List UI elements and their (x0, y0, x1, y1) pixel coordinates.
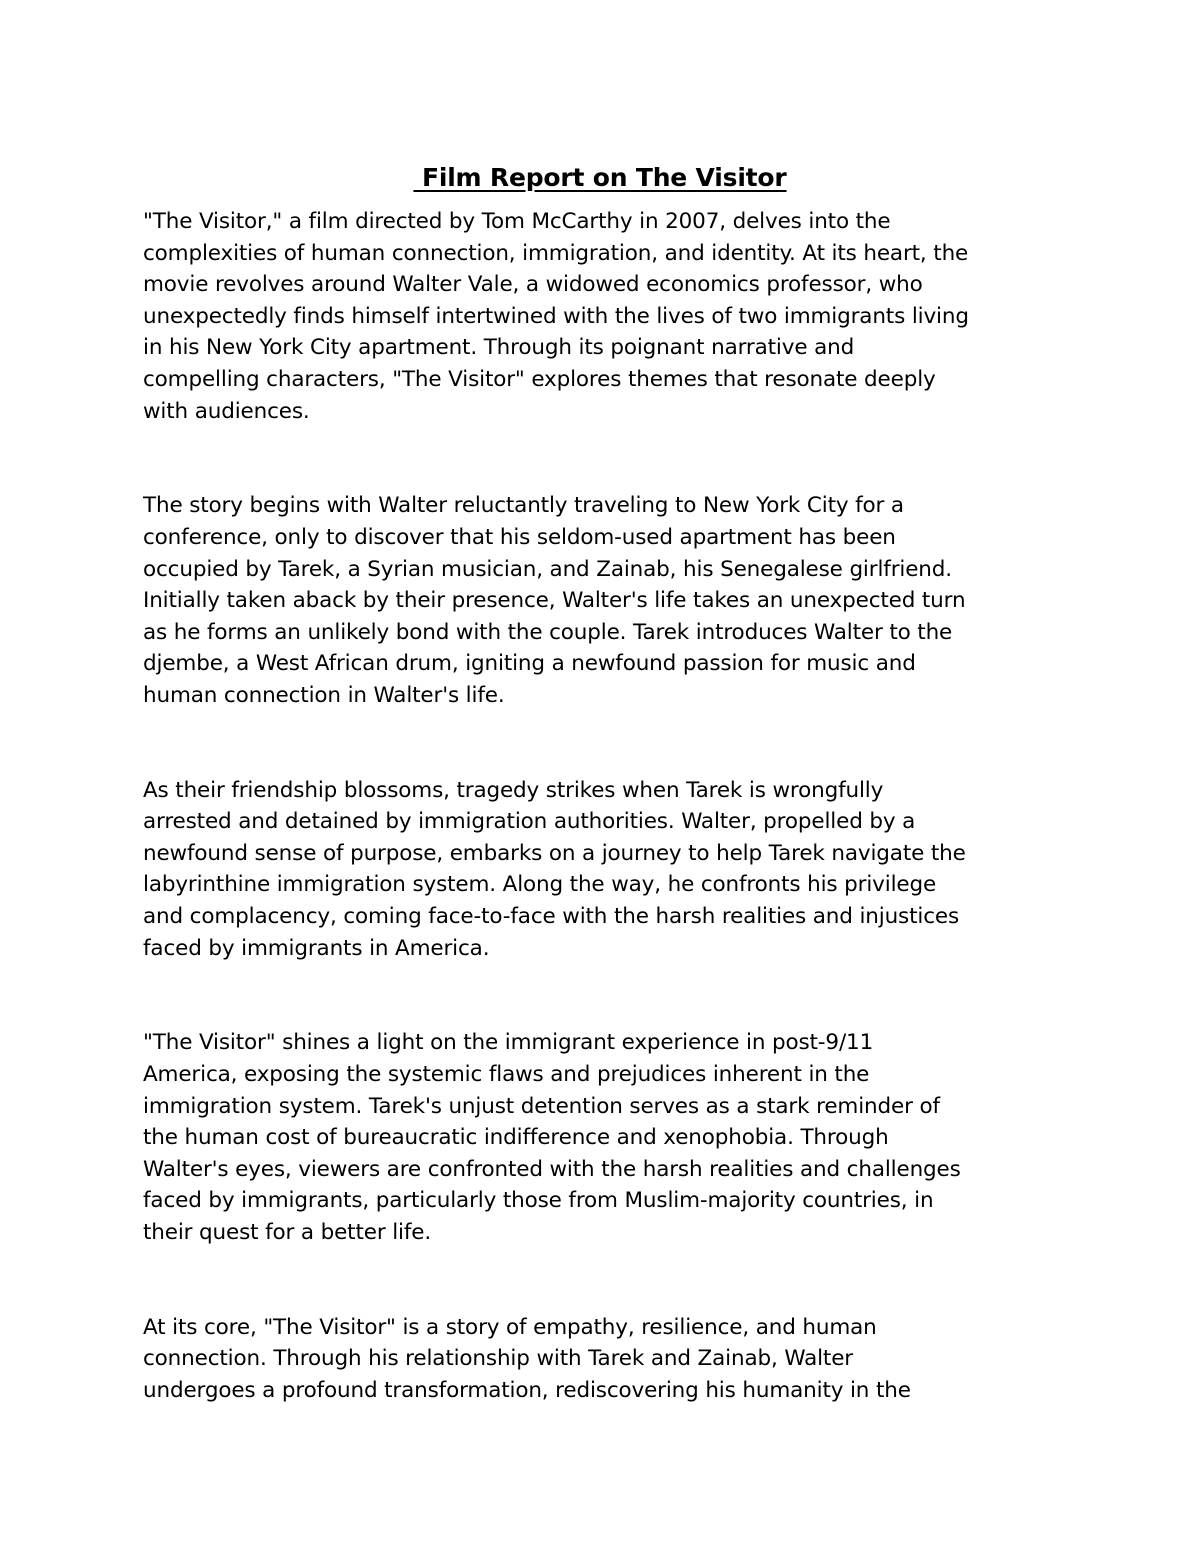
paragraph-spacer (143, 964, 1073, 1027)
text-line: unexpectedly finds himself intertwined with the lives of two immigrants living (143, 303, 969, 329)
text-line: occupied by Tarek, a Syrian musician, and Zainab, his Senegalese girlfriend. (143, 556, 952, 582)
text-line: immigration system. Tarek's unjust detention serves as a stark reminder of (143, 1093, 940, 1119)
paragraph-4 (143, 1027, 1073, 1248)
text-line: Initially taken aback by their presence, Walter's life takes an unexpected turn (143, 588, 966, 614)
text-line: djembe, a West African drum, igniting a newfound passion for music and (143, 651, 916, 677)
text-line: connection. Through his relationship with Tarek and Zainab, Walter (143, 1346, 853, 1372)
text-line: "The Visitor" shines a light on the immigrant experience in post-9/11 (143, 1030, 874, 1056)
text-line: as he forms an unlikely bond with the couple. Tarek introduces Walter to the (143, 619, 953, 645)
text-line: As their friendship blossoms, tragedy strikes when Tarek is wrongfully (143, 777, 884, 803)
paragraph-2 (143, 490, 1073, 711)
paragraph-3 (143, 775, 1073, 965)
text-line: their quest for a better life. (143, 1220, 432, 1245)
text-line: movie revolves around Walter Vale, a widowed economics professor, who (143, 272, 923, 298)
text-line: labyrinthine immigration system. Along the way, he confronts his privilege (143, 872, 937, 898)
text-line: "The Visitor," a film directed by Tom McCarthy in 2007, delves into the (143, 209, 891, 234)
document-title: Film Report on The Visitor (413, 163, 787, 192)
text-line: in his New York City apartment. Through its poignant narrative and (143, 335, 855, 361)
text-line: faced by immigrants in America. (143, 935, 490, 961)
text-line: undergoes a profound transformation, rediscovering his humanity in the (143, 1377, 911, 1403)
text-line: America, exposing the systemic flaws and prejudices inherent in the (143, 1062, 870, 1088)
text-line: complexities of human connection, immigration, and identity. At its heart, the (143, 240, 969, 266)
text-line: human connection in Walter's life. (143, 682, 505, 708)
paragraph-spacer (143, 1249, 1073, 1312)
text-line: newfound sense of purpose, embarks on a journey to help Tarek navigate the (143, 840, 966, 866)
text-line: Walter's eyes, viewers are confronted with the harsh realities and challenges (143, 1156, 961, 1182)
text-line: compelling characters, "The Visitor" explores themes that resonate deeply (143, 366, 936, 392)
text-line: faced by immigrants, particularly those from Muslim-majority countries, in (143, 1188, 934, 1214)
document-body (143, 206, 1073, 1407)
text-line: with audiences. (143, 398, 310, 424)
text-line: and complacency, coming face-to-face with the harsh realities and injustices (143, 904, 959, 930)
paragraph-1 (143, 206, 1073, 427)
paragraph-spacer (143, 712, 1073, 775)
text-line: the human cost of bureaucratic indifference and xenophobia. Through (143, 1125, 889, 1151)
paragraph-5 (143, 1312, 1073, 1407)
text-line: At its core, "The Visitor" is a story of empathy, resilience, and human (143, 1314, 877, 1340)
text-line: The story begins with Walter reluctantly traveling to New York City for a (143, 493, 904, 519)
text-line: conference, only to discover that his seldom-used apartment has been (143, 524, 896, 550)
text-line: arrested and detained by immigration authorities. Walter, propelled by a (143, 809, 916, 835)
paragraph-spacer (143, 427, 1073, 490)
